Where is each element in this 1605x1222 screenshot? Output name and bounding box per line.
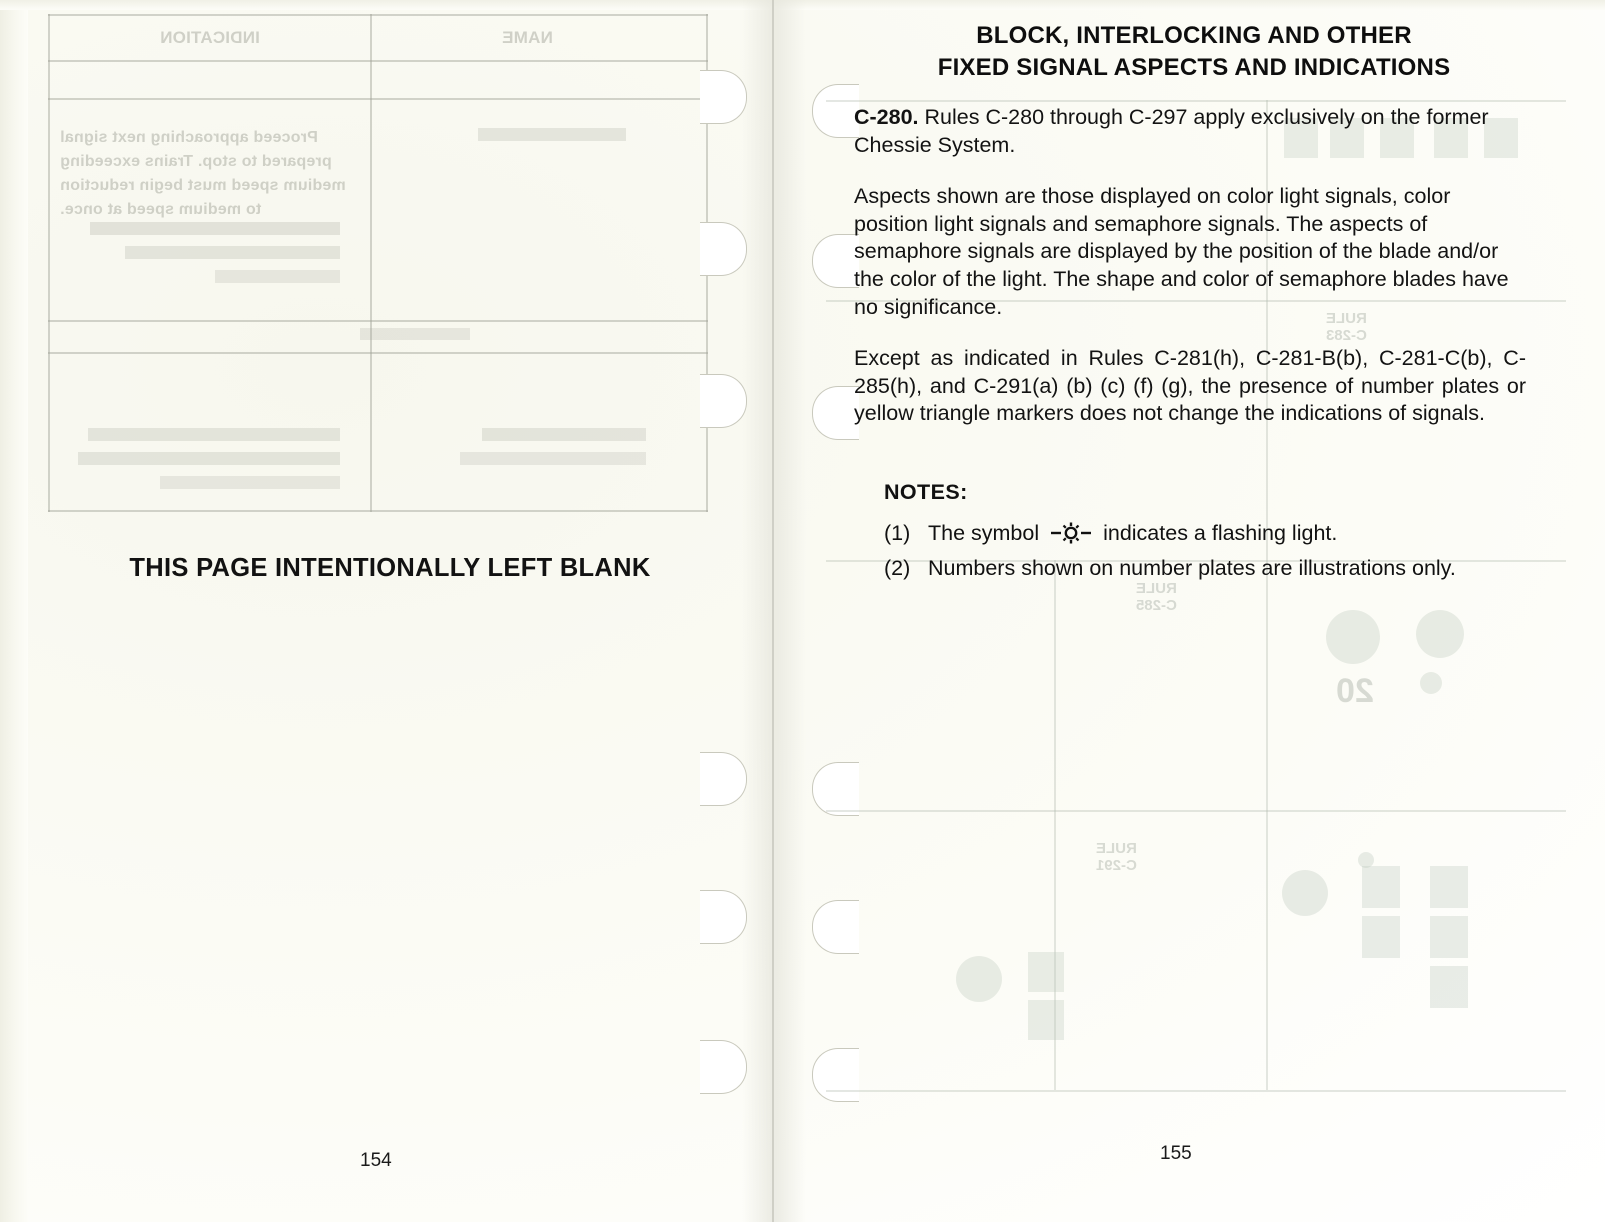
scan-edge-left (0, 0, 28, 1222)
bleed-smudge (88, 428, 340, 441)
bleed-smudge (78, 452, 340, 465)
bleed-text-block: Proceed approaching next signal (60, 129, 318, 146)
flashing-light-icon (1049, 522, 1093, 544)
binder-gutter-line (772, 0, 774, 1222)
bleed-col-header-name: NAME (502, 28, 553, 47)
page-title-line-2: FIXED SIGNAL ASPECTS AND INDICATIONS (937, 53, 1451, 81)
rule-c280-text: Rules C-280 through C-297 apply exclusively on the former Chessie System. (854, 105, 1489, 157)
bleed-rule (370, 14, 372, 512)
note-text-after: indicates a flashing light. (1103, 521, 1338, 545)
exceptions-paragraph: Except as indicated in Rules C-281(h), C-281-B(b), C-281-C(b), C-285(h), and C-291(a) (b) (c) (f) (g), the presence of number plates or yellow triangle markers does not change the indications of signals. (854, 346, 1526, 426)
bleed-rule (48, 60, 708, 62)
note-item (884, 520, 1534, 548)
bleed-text-block: prepared to stop. Trains exceeding (60, 153, 332, 170)
bleed-rule (48, 98, 708, 100)
bleed-smudge (90, 222, 340, 235)
bleed-col-header-indication: INDICATION (160, 28, 260, 47)
bleed-rule (48, 320, 708, 322)
bleed-rule (48, 352, 708, 354)
bleed-smudge (160, 476, 340, 489)
binder-gutter-shade (742, 0, 806, 1222)
note-text (928, 520, 1534, 548)
note-item (884, 555, 1534, 583)
note-text: Numbers shown on number plates are illustrations only. (928, 556, 1456, 580)
bleed-text-block: medium speed must begin reduction (60, 177, 346, 194)
page-number-left: 154 (360, 1150, 392, 1171)
bleed-smudge (482, 428, 646, 441)
note-text-before: The symbol (928, 521, 1040, 545)
page-title (844, 20, 1544, 83)
note-number: (2) (884, 556, 911, 580)
rule-c280-paragraph (854, 104, 1526, 159)
page-title-line-1: BLOCK, INTERLOCKING AND OTHER (976, 22, 1412, 49)
bleed-smudge (460, 452, 646, 465)
bleed-rule (48, 14, 708, 16)
page-number-right: 155 (1160, 1143, 1192, 1164)
bleed-rule (48, 510, 708, 512)
aspects-paragraph: Aspects shown are those displayed on color light signals, color position light signals and semaphore signals. The aspects of semaphore signals are displayed by the position of the blade and/or the color of the light. The shape and color of semaphore blades have no significance. (854, 184, 1509, 319)
bleed-text-block: to medium speed at once. (60, 201, 262, 218)
left-page (30, 0, 742, 1222)
bleed-smudge (125, 246, 340, 259)
right-page: RULE C-283 RULE C-285 RULE C-291 20 BLOCK, INTERLOCKING AND OTHER FIXED SIGNAL ASPECTS AND INDICATIONS C-280. Rules C-280 through C-297 apply exclusively on the former Chessie System. Aspects shown are those displayed on color light signals, color position light signals and semaphore signals. The aspects of semaphore signals are displayed by the position of the blade and/or the color of the light. The shape and color of semaphore blades have no significance. Except as indicated in Rules C-281(h), C-281-B(b), C-281-C(b), C-285(h), and C-291(a) (b) (c) (f) (g), the presence of number plates or yellow triangle markers does not change the indications of signals. NOTES: (1) The symbol indicates a flashing light. (2) Numbers shown on number plates are illustrations only. (806, 0, 1586, 1222)
page-blank-notice: THIS PAGE INTENTIONALLY LEFT BLANK (129, 554, 651, 582)
notes-heading: NOTES: (884, 480, 968, 504)
bleed-rule (48, 14, 50, 512)
bleed-smudge (478, 128, 626, 141)
bleed-smudge (215, 270, 340, 283)
bleed-smudge (360, 328, 470, 340)
rule-number: C-280. (854, 105, 919, 129)
note-number: (1) (884, 521, 911, 545)
